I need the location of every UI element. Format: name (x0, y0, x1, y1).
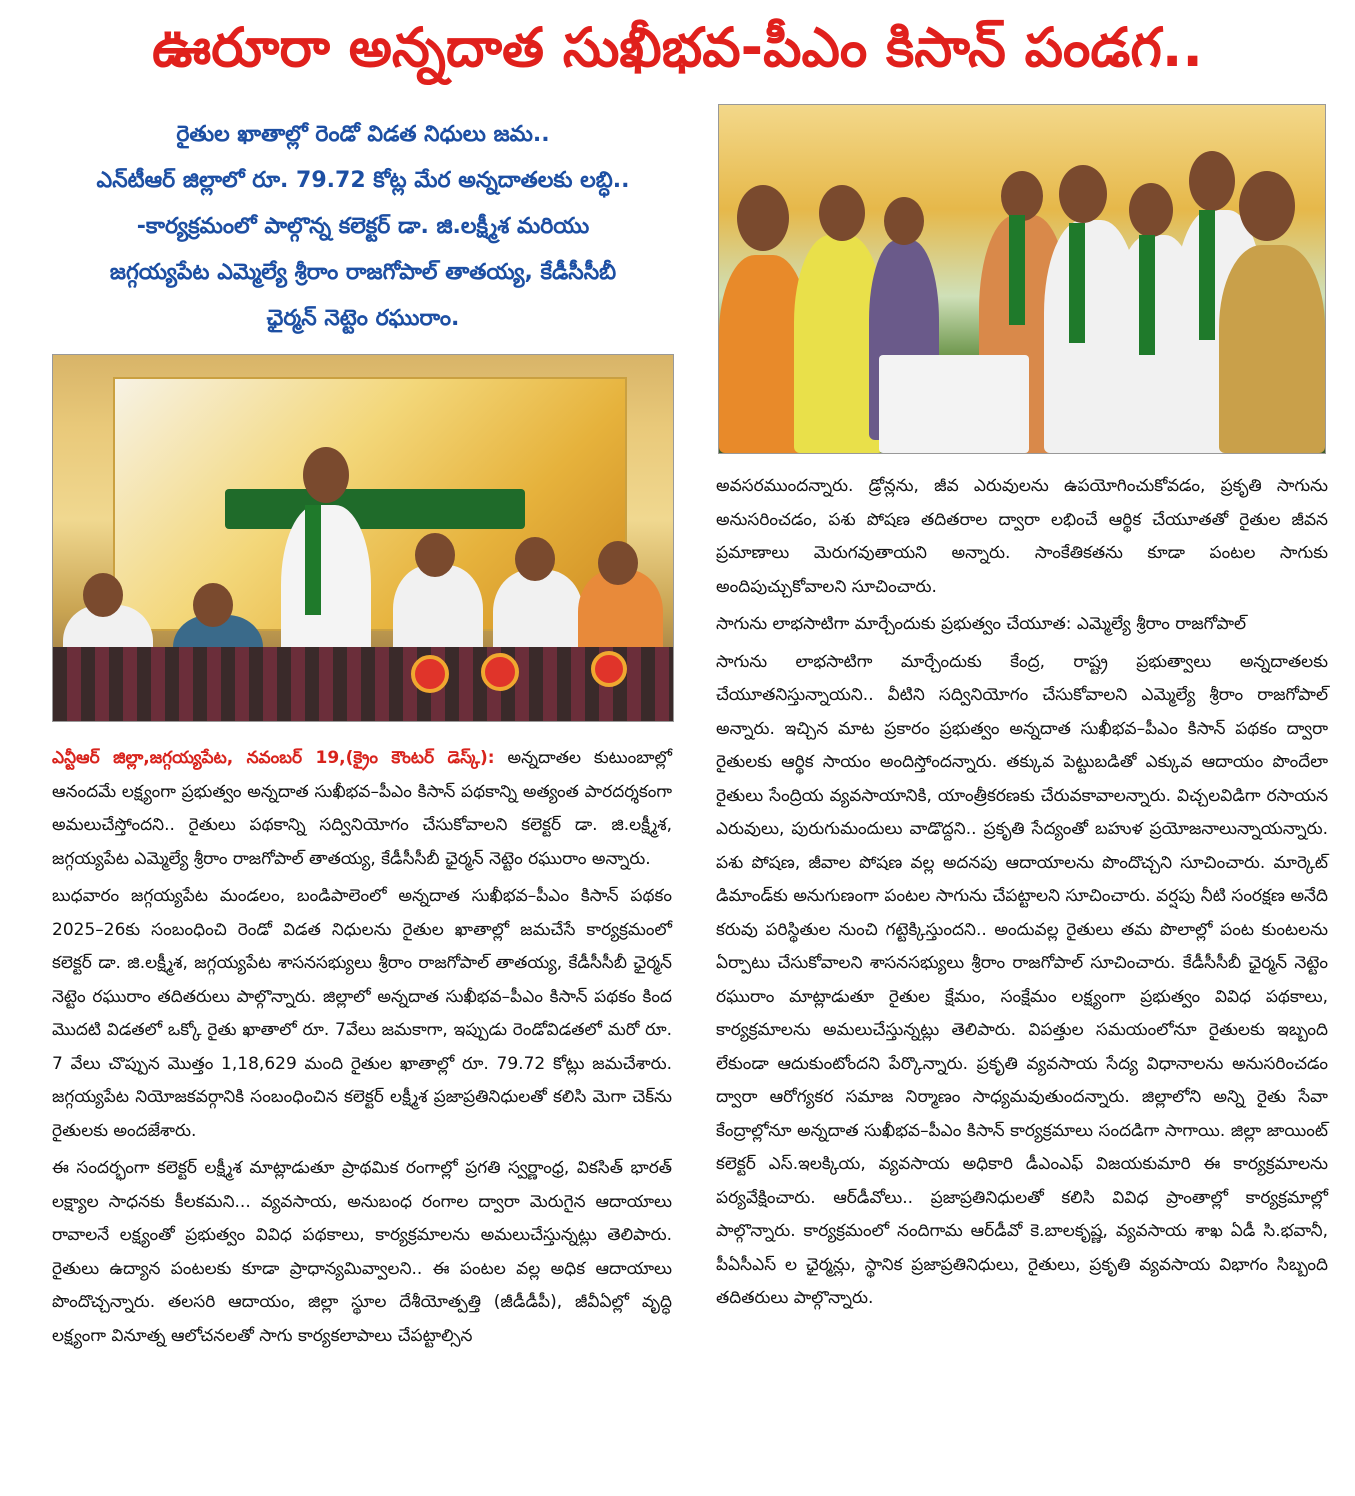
speaker-head (303, 447, 349, 503)
paragraph: ఈ సందర్భంగా కలెక్టర్ లక్ష్మీశ మాట్లాడుతూ ప్రాథమిక రంగాల్లో ప్రగతి స్వర్ణాంధ్ర, వికసిత్ భారత్ లక్ష్యాల సాధనకు కీలకమని... వ్యవసాయ, అనుబంధ రంగాల ద్వారా మెరుగైన ఆదాయాలు రావాలనే లక్ష్యంతో ప్రభుత్వం వివిధ పథకాలు, కార్యక్రమాలను అమలుచేస్తున్నట్లు తెలిపారు. రైతులు ఉద్యాన పంటలకు కూడా ప్రాధాన్యమివ్వాలని.. ఈ పంటల వల్ల అధిక ఆదాయాలు పొందొచ్చన్నారు. తలసరి ఆదాయం, జిల్లా స్థూల దేశీయోత్పత్తి (జీడీడీపీ), జీవీఏల్లో వృద్ధి లక్ష్యంగా వినూత్న ఆలోచనలతో సాగు కార్యకలాపాలు చేపట్టాల్సిన (52, 1158, 672, 1346)
right-column (716, 470, 1328, 1316)
guest-head (83, 573, 123, 617)
visitor-head (737, 185, 789, 251)
event-photo-stall (718, 104, 1326, 454)
flower-bouquet (481, 653, 519, 691)
speaker-scarf (305, 505, 321, 615)
official-scarf (1069, 223, 1085, 343)
official-head (1129, 183, 1173, 237)
subheading-line: జగ్గయ్యపేట ఎమ్మెల్యే శ్రీరాం రాజగోపాల్ తాతయ్య, కేడీసీసీబీ (109, 260, 617, 285)
visitor-head (884, 197, 924, 245)
subheading-line: ఎన్‌టీఆర్ జిల్లాలో రూ. 79.72 కోట్ల మేర అన్నదాతలకు లబ్ధి.. (96, 168, 630, 193)
subheadings (52, 112, 674, 342)
flower-bouquet (411, 655, 449, 693)
subheading-line: ఛైర్మన్ నెట్టెం రఘురాం. (266, 306, 460, 331)
paragraph: అవసరముందన్నారు. డ్రోన్లను, జీవ ఎరువులను ఉపయోగించుకోవడం, ప్రకృతి సాగును అనుసరించడం, పశు పోషణ తదితరాల ద్వారా లభించే ఆర్థిక చేయూతతో రైతుల జీవన ప్రమాణాలు మెరుగవుతాయని అన్నారు. సాంకేతికతను కూడా పంటల సాగుకు అందిపుచ్చుకోవాలని సూచించారు. (716, 476, 1328, 597)
guest-head (515, 537, 555, 581)
paragraph (52, 742, 672, 876)
subheading-line: -కార్యక్రమంలో పాల్గొన్న కలెక్టర్ డా. జి.లక్ష్మీశ మరియు (136, 214, 590, 239)
visitor-head (819, 185, 865, 241)
guest-head (598, 541, 638, 585)
paragraph-text: అన్నదాతల కుటుంబాల్లో ఆనందమే లక్ష్యంగా ప్రభుత్వం అన్నదాత సుఖీభవ–పీఎం కిసాన్ పథకాన్ని అత్యంత పారదర్శకంగా అమలుచేస్తోందని.. రైతులు పథకాన్ని సద్వినియోగం చేసుకోవాలని కలెక్టర్ డా. జి.లక్ష్మీశ, జగ్గయ్యపేట ఎమ్మెల్యే శ్రీరాం రాజగోపాల్ తాతయ్య, కేడీసీసీబీ ఛైర్మన్ నెట్టెం రఘురాం అన్నారు. (52, 748, 672, 869)
subheading-line: రైతుల ఖాతాల్లో రెండో విడత నిధులు జమ.. (176, 122, 550, 147)
guest-head (415, 533, 455, 577)
official-scarf (1009, 215, 1025, 325)
official-scarf (1199, 210, 1215, 340)
dateline: ఎన్టీఆర్ జిల్లా,జగ్గయ్యపేట, నవంబర్ 19,(క్రైం కౌంటర్ డెస్క్): (52, 748, 495, 768)
event-photo-stage (52, 354, 674, 722)
visitor-head (1239, 171, 1295, 241)
table-cloth (53, 647, 673, 721)
official-scarf (1139, 235, 1155, 355)
section-subtitle: సాగును లాభసాటిగా మార్చేందుకు ప్రభుత్వం చేయూత: ఎమ్మెల్యే శ్రీరాం రాజగోపాల్ (716, 614, 1247, 634)
paragraph: సాగును లాభసాటిగా మార్చేందుకు కేంద్ర, రాష్ట్ర ప్రభుత్వాలు అన్నదాతలకు చేయూతనిస్తున్నాయని.. వీటిని సద్వినియోగం చేసుకోవాలని ఎమ్మెల్యే శ్రీరాం రాజగోపాల్ అన్నారు. ఇచ్చిన మాట ప్రకారం ప్రభుత్వం అన్నదాత సుఖీభవ–పీఎం కిసాన్ పథకం ద్వారా రైతులకు ఆర్థిక సాయం అందిస్తోందన్నారు. తక్కువ పెట్టుబడితో ఎక్కువ ఆదాయం పొందేలా రైతులు సేంద్రియ వ్యవసాయానికి, యాంత్రీకరణకు చేరువకావాలన్నారు. విచ్చలవిడిగా రసాయన ఎరువులు, పురుగుమందులు వాడొద్దని.. ప్రకృతి సేద్యంతో బహుళ ప్రయోజనాలున్నాయన్నారు. పశు పోషణ, జీవాల పోషణ వల్ల అదనపు ఆదాయాలను పొందొచ్చని సూచించారు. మార్కెట్ డిమాండ్‌కు అనుగుణంగా పంటల సాగును చేపట్టాలని సూచించారు. వర్షపు నీటి సంరక్షణ అనేది కరువు పరిస్థితుల నుంచి గట్టెక్కిస్తుందని.. అందువల్ల రైతులు తమ పొలాల్లో పంట కుంటలను ఏర్పాటు చేసుకోవాలని శాసనసభ్యులు శ్రీరాం రాజగోపాల్ సూచించారు. కేడీసీసీబీ ఛైర్మన్ నెట్టెం రఘురాం మాట్లాడుతూ రైతుల క్షేమం, సంక్షేమం లక్ష్యంగా ప్రభుత్వం వివిధ పథకాలు, కార్యక్రమాలను అమలుచేస్తున్నట్లు తెలిపారు. విపత్తుల సమయంలోనూ రైతులకు ఇబ్బంది లేకుండా ఆదుకుంటోందని పేర్కొన్నారు. ప్రకృతి వ్యవసాయ సేద్య విధానాలను అనుసరించడం ద్వారా ఆరోగ్యకర సమాజ నిర్మాణం సాధ్యమవుతుందన్నారు. జిల్లాలోని అన్ని రైతు సేవా కేంద్రాల్లోనూ అన్నదాత సుఖీభవ–పీఎం కిసాన్ కార్యక్రమాలు సందడిగా సాగాయి. జిల్లా జాయింట్ కలెక్టర్ ఎస్.ఇలక్కియ, వ్యవసాయ అధికారి డీఎంఎఫ్ విజయకుమారి ఈ కార్యక్రమాలను పర్యవేక్షించారు. ఆర్‌డీవోలు.. ప్రజాప్రతినిధులతో కలిసి వివిధ ప్రాంతాల్లో కార్యక్రమాల్లో పాల్గొన్నారు. కార్యక్రమంలో నందిగామ ఆర్‌డీవో కె.బాలకృష్ణ, వ్యవసాయ శాఖ ఏడీ సి.భవానీ, పీఏసీఎస్ ల ఛైర్మన్లు, స్థానిక ప్రజాప్రతినిధులు, రైతులు, ప్రకృతి వ్యవసాయ విభాగం సిబ్బంది తదితరులు పాల్గొన్నారు. (716, 651, 1328, 1308)
official-head (1059, 165, 1107, 223)
paragraph: బుధవారం జగ్గయ్యపేట మండలం, బండిపాలెంలో అన్నదాత సుఖీభవ–పీఎం కిసాన్ పథకం 2025–26కు సంబంధించి రెండో విడత నిధులను రైతుల ఖాతాల్లో జమచేసే కార్యక్రమంలో కలెక్టర్ డా. జి.లక్ష్మీశ, జగ్గయ్యపేట శాసనసభ్యులు శ్రీరాం రాజగోపాల్ తాతయ్య, కేడీసీసీబీ ఛైర్మన్ నెట్టెం రఘురాం తదితరులు పాల్గొన్నారు. జిల్లాలో అన్నదాత సుఖీభవ–పీఎం కిసాన్ పథకం కింద మొదటి విడతలో ఒక్కో రైతు ఖాతాలో రూ. 7వేలు జమకాగా, ఇప్పుడు రెండోవిడతలో మరో రూ. 7 వేలు చొప్పున మొత్తం 1,18,629 మంది రైతుల ఖాతాల్లో రూ. 79.72 కోట్లు జమచేశారు. జగ్గయ్యపేట నియోజకవర్గానికి సంబంధించిన కలెక్టర్ లక్ష్మీశ ప్రజాప్రతినిధులతో కలిసి మెగా చెక్‌ను రైతులకు అందజేశారు. (52, 886, 672, 1141)
display-table (879, 355, 1029, 453)
official-head (1189, 151, 1235, 211)
official-head (1001, 171, 1043, 221)
banner-title-strip (225, 489, 525, 529)
visitor-figure (1219, 245, 1325, 453)
left-column (52, 742, 672, 1353)
headline: ఊరూరా అన్నదాత సుఖీభవ-పీఎం కిసాన్ పండగ.. (152, 16, 1203, 79)
guest-head (193, 583, 233, 627)
flower-bouquet (591, 651, 627, 687)
